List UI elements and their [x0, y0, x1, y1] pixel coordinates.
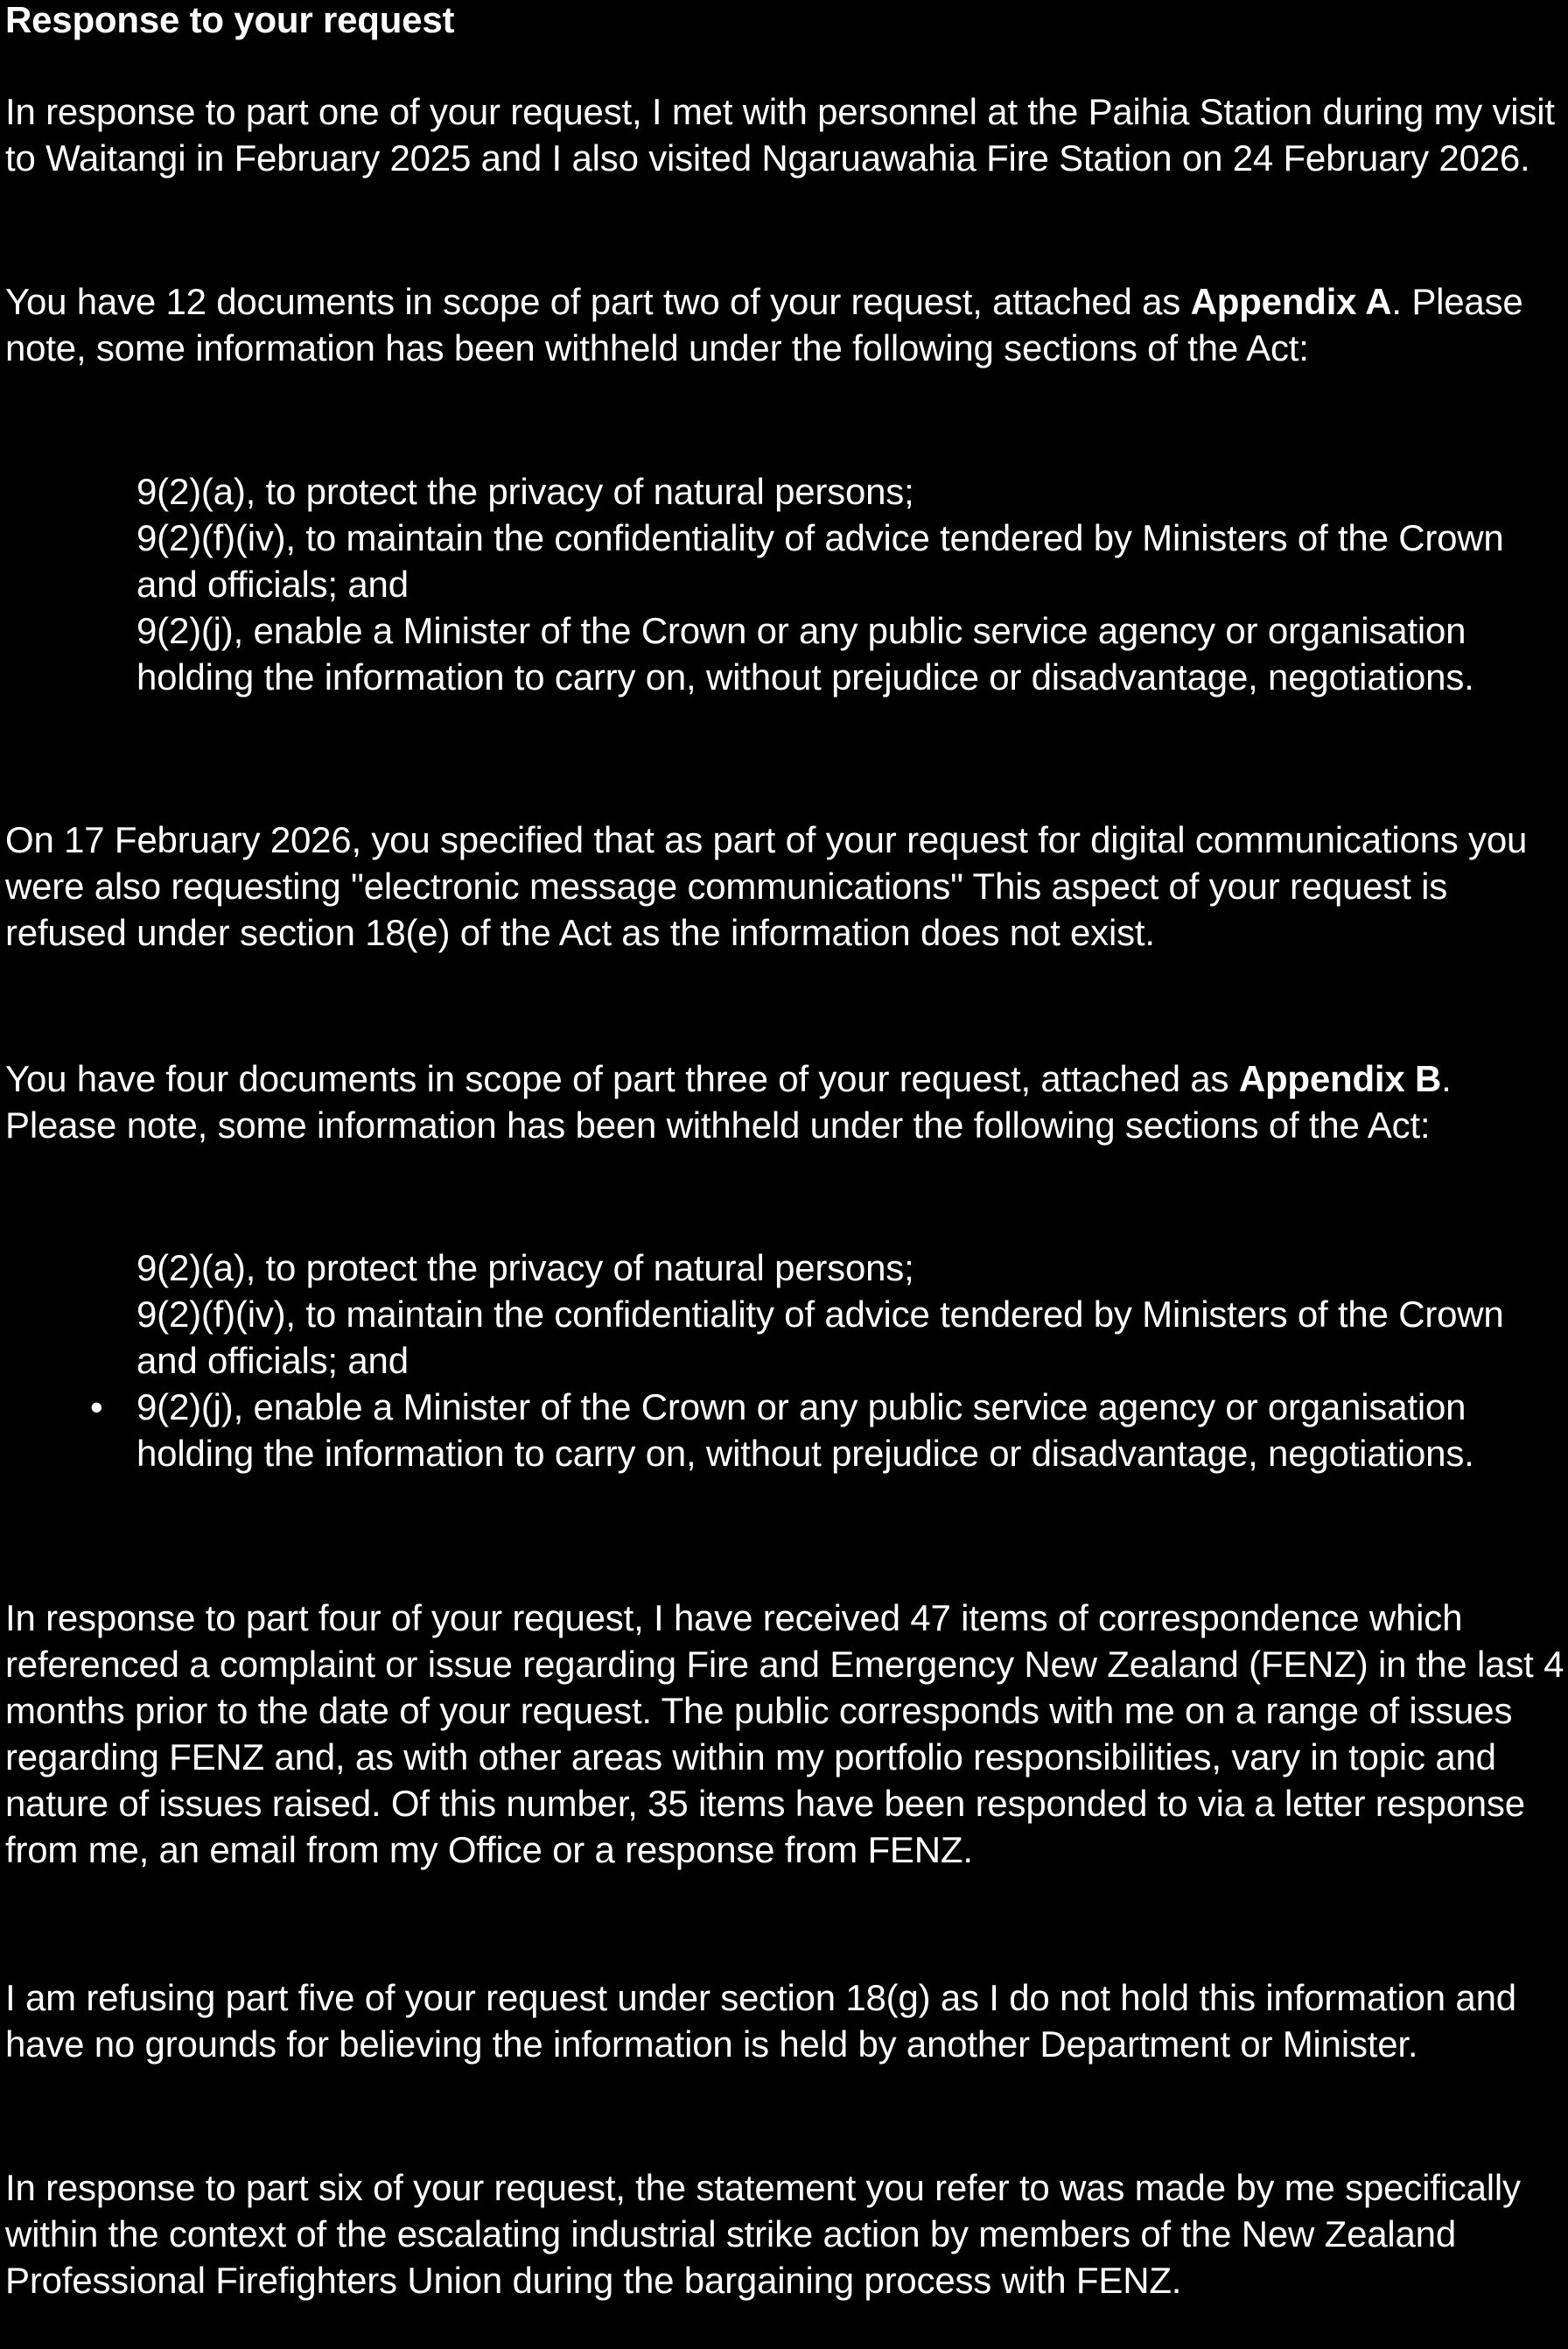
- paragraph-part-two-text-end: . Please note, some information has been withheld under the following sections of the Act:: [5, 281, 1523, 368]
- withheld-sections-list-b: [90, 1245, 1554, 1476]
- paragraph-part-three: [5, 1055, 1564, 1148]
- appendix-a-label: Appendix A: [1190, 281, 1392, 322]
- section-heading: Response to your request: [5, 0, 455, 40]
- paragraph-part-five: I am refusing part five of your request under section 18(g) as I do not hold this information and have no grounds for believing the information is held by another Department or Minister.: [5, 1977, 1516, 2065]
- list-item: 9(2)(j), enable a Minister of the Crown or any public service agency or organisation holding the information to carry on, without prejudice or disadvantage, negotiations.: [136, 610, 1474, 698]
- list-item: 9(2)(f)(iv), to maintain the confidentiality of advice tendered by Ministers of the Crown and officials; and: [136, 1294, 1504, 1381]
- bullet-icon: •: [90, 1386, 103, 1427]
- list-item: 9(2)(a), to protect the privacy of natural persons;: [136, 1247, 914, 1288]
- paragraph-part-two: [5, 278, 1564, 371]
- list-item: 9(2)(a), to protect the privacy of natural persons;: [136, 471, 914, 512]
- list-item: 9(2)(f)(iv), to maintain the confidentiality of advice tendered by Ministers of the Crown and officials; and: [136, 517, 1504, 605]
- paragraph-part-three-text: You have four documents in scope of part three of your request, attached as: [5, 1058, 1239, 1099]
- paragraph-part-four: In response to part four of your request, I have received 47 items of correspondence which referenced a complaint or issue regarding Fire and Emergency New Zealand (FENZ) in the last 4 months prior to the date of your request. The public corresponds with me on a range of issues regarding FENZ and, as with other areas within my portfolio responsibilities, vary in topic and nature of issues raised. Of this number, 35 items have been responded to via a letter response from me, an email from my Office or a response from FENZ.: [5, 1597, 1564, 1870]
- paragraph-part-two-text: You have 12 documents in scope of part two of your request, attached as: [5, 281, 1191, 322]
- paragraph-electronic-messages: On 17 February 2026, you specified that as part of your request for digital communications you were also requesting "electronic message communications" This aspect of your request is refused under section 18(e) of the Act as the information does not exist.: [5, 819, 1528, 953]
- paragraph-part-six: In response to part six of your request, the statement you refer to was made by me specifically within the context of the escalating industrial strike action by members of the New Zealand Professional Firefighters Union during the bargaining process with FENZ.: [5, 2167, 1521, 2301]
- paragraph-part-one: In response to part one of your request, I met with personnel at the Paihia Station during my visit to Waitangi in February 2025 and I also visited Ngaruawahia Fire Station on 24 February 2026.: [5, 91, 1555, 179]
- withheld-sections-list-a: [136, 468, 1554, 700]
- paragraph-part-three-text-end: . Please note, some information has been withheld under the following sections of the Act:: [5, 1058, 1452, 1146]
- list-item: • 9(2)(j), enable a Minister of the Crown or any public service agency or organisation holding the information to carry on, without prejudice or disadvantage, negotiations.: [136, 1384, 1554, 1476]
- appendix-b-label: Appendix B: [1238, 1058, 1442, 1099]
